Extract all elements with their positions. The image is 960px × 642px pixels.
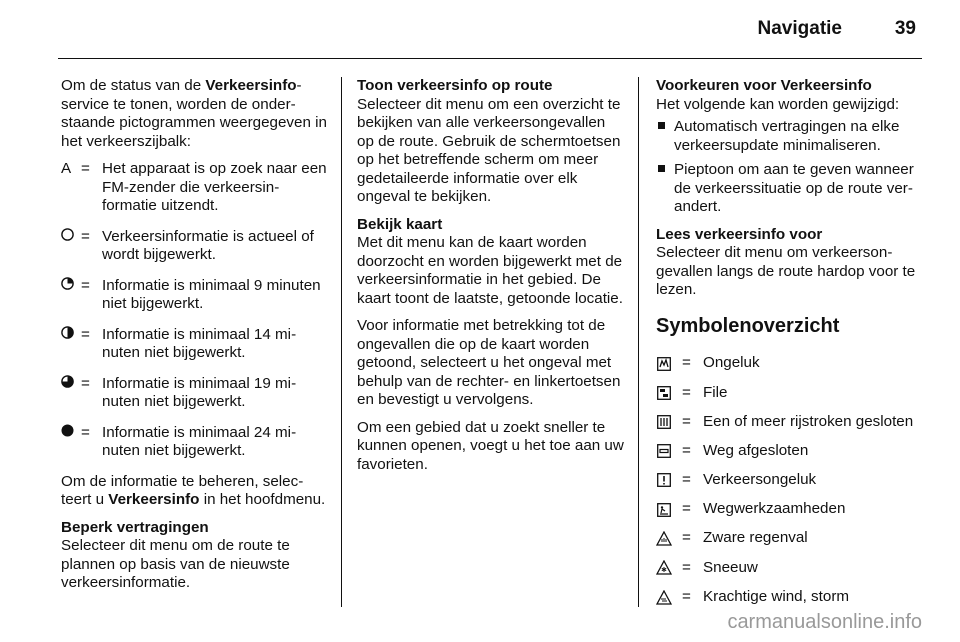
circle-threequarter-icon xyxy=(61,375,79,394)
section-heading: Lees verkeersinfo voor xyxy=(656,225,823,243)
section-text: Met dit menu kan de kaart worden doorzocht en worden bijgewerkt met de verkeersinformatie in het gebied. De kaart toont de laatste, getoonde locatie. xyxy=(357,234,623,307)
symbol-label: Verkeersongeluk xyxy=(703,471,817,489)
column-1 xyxy=(61,77,327,602)
section-heading: Voorkeuren voor Verkeersinfo xyxy=(656,77,872,94)
symbol-label: Ongeluk xyxy=(703,354,760,372)
section-text: Selecteer dit menu om verkeersongevallen langs de route hardop voor te lezen. xyxy=(656,244,916,298)
wind-icon xyxy=(656,589,672,605)
equals-sign: = xyxy=(81,227,90,245)
section-traffic-preferences xyxy=(656,77,926,114)
snow-icon xyxy=(656,560,672,576)
page-number: 39 xyxy=(894,18,916,39)
legend-text: Informatie is minimaal 24 minuten niet bijgewerkt. xyxy=(102,423,297,459)
symbol-label: Zware regenval xyxy=(703,529,808,547)
manage-paragraph: Om de informatie te beheren, selecteert u Verkeersinfo in het hoofdmenu. xyxy=(61,472,326,508)
paragraph-favorites: Om een gebied dat u zoekt sneller te kunnen openen, voegt u het toe aan uw favorieten. xyxy=(357,418,624,473)
section-heading: Beperk vertragingen xyxy=(61,518,209,536)
symbol-row: = Ongeluk xyxy=(656,349,926,378)
section-heading: Toon verkeersinfo op route xyxy=(357,77,553,94)
column-divider-2 xyxy=(638,77,639,607)
legend-item-24min xyxy=(61,424,327,461)
symbol-label: Krachtige wind, storm xyxy=(703,587,850,605)
lanes-closed-icon xyxy=(656,414,672,430)
circle-empty-icon xyxy=(61,228,79,247)
bullet-square-icon xyxy=(658,122,665,129)
legend-item-9min xyxy=(61,277,327,314)
symbol-label: Sneeuw xyxy=(703,558,758,576)
symbol-row: = Zware regenval xyxy=(656,524,926,553)
bullet-item: Automatisch vertragingen na elke verkeersupdate minimaliseren. xyxy=(658,118,926,155)
equals-sign: = xyxy=(81,374,90,392)
roadworks-icon xyxy=(656,502,672,518)
accident-icon xyxy=(656,356,672,372)
equals-sign: = xyxy=(81,276,90,294)
legend-item-searching xyxy=(61,160,327,216)
section-show-traffic-on-route xyxy=(357,77,625,207)
section-limit-delays xyxy=(61,519,327,593)
symbol-row: = Krachtige wind, storm xyxy=(656,583,926,612)
circle-quarter-icon xyxy=(61,277,79,296)
column-2 xyxy=(357,77,625,483)
column-3 xyxy=(656,77,926,612)
symbol-row: = Weg afgesloten xyxy=(656,437,926,466)
legend-item-19min xyxy=(61,375,327,412)
road-closed-icon xyxy=(656,443,672,459)
symbol-label: Weg afgesloten xyxy=(703,441,809,459)
symbol-row: = Verkeersongeluk xyxy=(656,466,926,495)
section-text: Het volgende kan worden gewijzigd: xyxy=(656,95,900,113)
section-view-map xyxy=(357,216,625,309)
symbol-label: Een of meer rijstroken gesloten xyxy=(703,412,914,430)
symbol-row: = Wegwerkzaamheden xyxy=(656,495,926,524)
equals-sign: = xyxy=(81,423,90,441)
page-title: Navigatie xyxy=(757,18,842,39)
legend-text: Informatie is minimaal 19 minuten niet bijgewerkt. xyxy=(102,374,297,410)
symbol-row: = Een of meer rijstroken gesloten xyxy=(656,407,926,436)
column-divider-1 xyxy=(341,77,342,607)
legend-text: Verkeersinformatie is actueel of wordt bijgewerkt. xyxy=(102,227,314,263)
heavy-rain-icon xyxy=(656,531,672,547)
circle-full-icon xyxy=(61,424,79,443)
symbol-row: = Sneeuw xyxy=(656,553,926,582)
header-divider xyxy=(58,58,922,59)
section-heading: Bekijk kaart xyxy=(357,215,443,233)
bullet-square-icon xyxy=(658,165,665,172)
legend-text: Het apparaat is op zoek naar een FM-zender die verkeersinformatie uitzendt. xyxy=(102,160,327,214)
equals-sign: = xyxy=(81,325,90,343)
paragraph-incident-info: Voor informatie met betrekking tot de ongevallen die op de kaart worden getoond, selecteert u het ongeval met behulp van de rechter- en linkertoetsen en bevestigt u vervolgens. xyxy=(357,317,621,408)
legend-text: Informatie is minimaal 9 minuten niet bijgewerkt. xyxy=(102,276,321,312)
symbol-row: = File xyxy=(656,378,926,407)
watermark: carmanualsonline.info xyxy=(727,611,922,633)
legend-item-14min xyxy=(61,326,327,363)
circle-half-icon xyxy=(61,326,79,345)
legend-key-a: A xyxy=(61,160,72,177)
symbol-label: File xyxy=(703,383,728,401)
traffic-jam-icon xyxy=(656,385,672,401)
bullet-item: Pieptoon om aan te geven wanneer de verkeerssituatie op de route verandert. xyxy=(658,161,926,217)
symbols-title: Symbolenoverzicht xyxy=(656,314,840,337)
symbol-label: Wegwerkzaamheden xyxy=(703,500,846,518)
section-text: Selecteer dit menu om de route te plannen op basis van de nieuwste verkeersinformatie. xyxy=(61,537,290,591)
section-read-traffic xyxy=(656,226,926,300)
page-header xyxy=(0,0,960,58)
section-text: Selecteer dit menu om een overzicht te bekijken van alle verkeersongevallen op de route. Gebruik de schermtoetsen op het betreffende scherm om meer gedetaileerde informatie over elk ongeval te bekijken. xyxy=(357,95,621,205)
legend-item-current xyxy=(61,228,327,265)
legend-text: Informatie is minimaal 14 minuten niet bijgewerkt. xyxy=(102,325,297,361)
warning-icon xyxy=(656,472,672,488)
intro-paragraph: Om de status van de Verkeersinfo-service te tonen, worden de onderstaande pictogrammen weergegeven in het verkeerszijbalk: xyxy=(61,77,327,150)
equals-sign: = xyxy=(81,160,90,177)
